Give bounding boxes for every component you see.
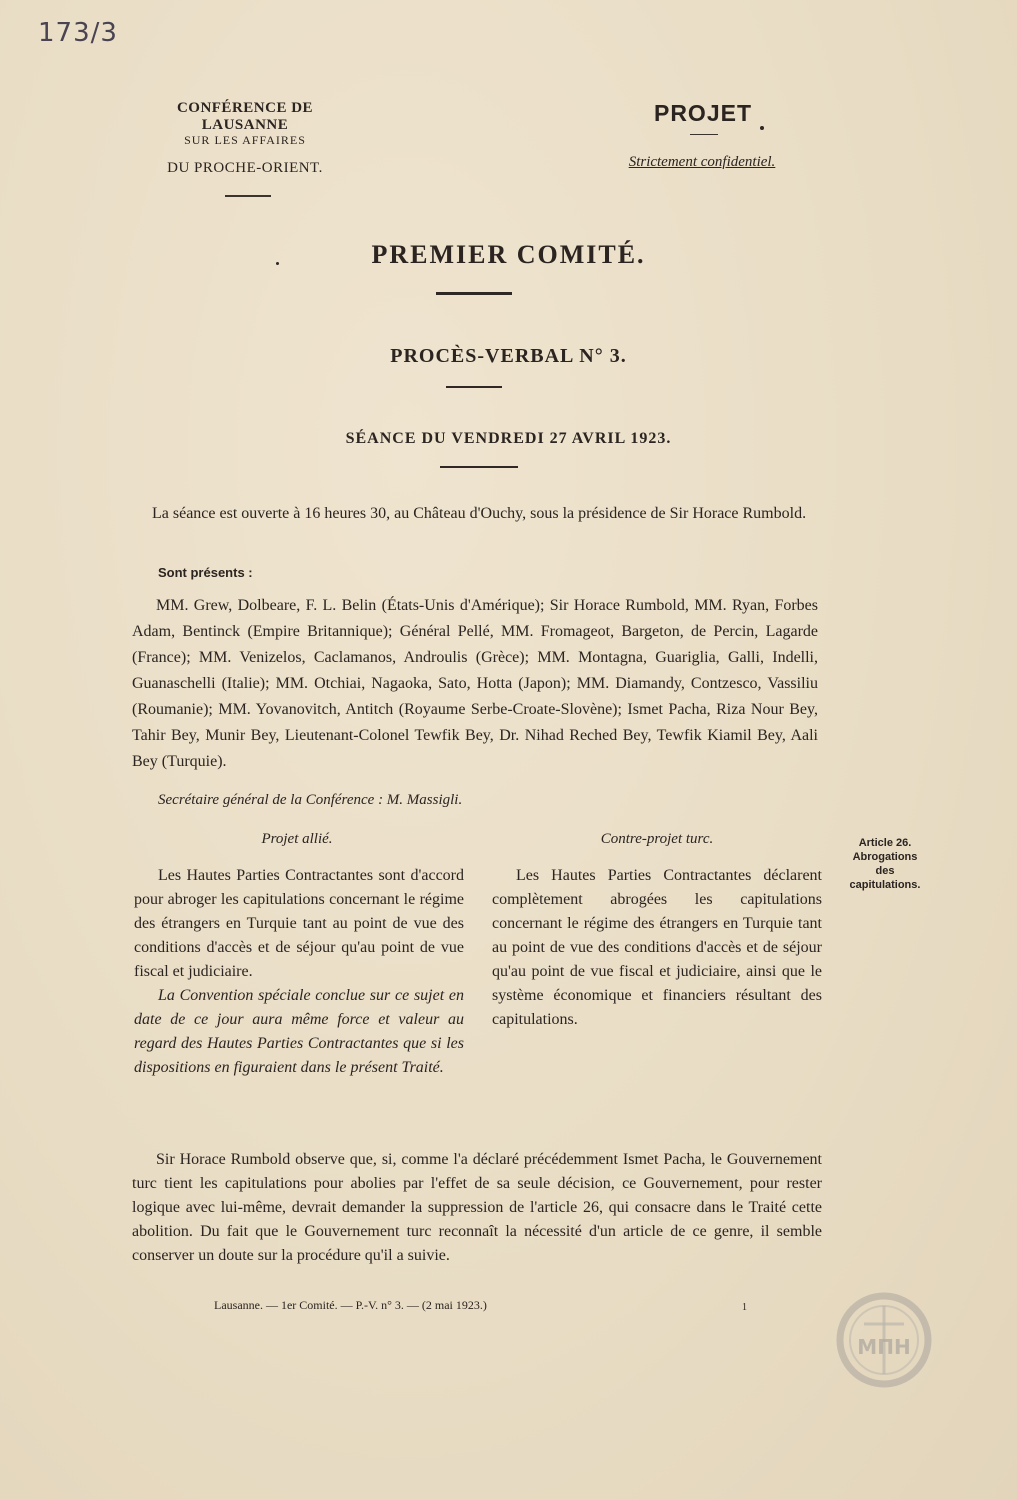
margin-note-article: Article 26. — [858, 837, 912, 849]
ink-dot — [276, 262, 279, 265]
conference-region: DU PROCHE-ORIENT. — [167, 160, 323, 176]
title-rule — [436, 292, 512, 295]
archive-stamp-icon — [836, 1292, 932, 1388]
margin-article-note — [830, 836, 940, 892]
present-label: Sont présents : — [158, 565, 253, 580]
closing-paragraph: Sir Horace Rumbold observe que, si, comme l'a déclaré précédemment Ismet Pacha, le Gouvernement turc tient les capitulations pour abolies par l'effet de sa seule décision, ce Gouvernement, pour rester logique avec lui-même, devrait demander la suppression de l'article 26, qui consacre dans le Traité cette abolition. Du fait que le Gouvernement turc reconnaît la nécessité d'un article de ce genre, il semble conserver un doute sur la procédure qu'il a suivie. — [132, 1151, 822, 1264]
turkish-counterdraft-column — [492, 864, 822, 1032]
header-ornament — [225, 195, 271, 197]
turkish-counterdraft-heading: Contre-projet turc. — [600, 831, 714, 847]
session-rule — [440, 466, 518, 468]
opening-paragraph: La séance est ouverte à 16 heures 30, au Château d'Ouchy, sous la présidence de Sir Horace Rumbold. — [152, 505, 807, 522]
margin-note-line2: Abrogations — [852, 851, 918, 863]
allied-draft-paragraph-2: La Convention spéciale conclue sur ce sujet en date de ce jour aura même force et valeur au regard des Hautes Parties Contractantes que si les dispositions en figuraient dans le présent Traité. — [134, 987, 464, 1076]
handwritten-archive-number: 173/3 — [38, 18, 118, 48]
stamp-letters: ΜΠΗ — [857, 1335, 911, 1359]
allied-draft-paragraph-1: Les Hautes Parties Contractantes sont d'accord pour abroger les capitulations concernant le régime des étrangers en Turquie tant au point de vue des conditions d'accès et de séjour qu'au point de vue fiscal et judiciaire. — [134, 867, 464, 980]
proces-verbal-title: PROCÈS-VERBAL N° 3. — [390, 345, 627, 367]
committee-title: PREMIER COMITÉ. — [371, 240, 646, 269]
pv-rule — [446, 386, 502, 388]
allied-draft-column — [134, 864, 464, 1080]
conference-title: CONFÉRENCE DE LAUSANNE — [176, 100, 314, 133]
allied-draft-heading: Projet allié. — [261, 831, 333, 847]
projet-label: PROJET — [653, 100, 753, 126]
turkish-counterdraft-paragraph: Les Hautes Parties Contractantes déclarent complètement abrogées les capitulations concernant le régime des étrangers en Turquie tant au point de vue des conditions d'accès et de séjour qu'au point de vue fiscal et judiciaire, ainsi que le système économique et financiers résultant des capitulations. — [492, 867, 822, 1028]
secretary-line: Secrétaire général de la Conférence : M. Massigli. — [158, 792, 463, 808]
confidentiality-label: Strictement confidentiel. — [628, 154, 776, 170]
footer-mark: 1 — [742, 1302, 747, 1313]
session-date: SÉANCE DU VENDREDI 27 AVRIL 1923. — [345, 430, 672, 447]
conference-subtitle: SUR LES AFFAIRES — [184, 133, 306, 147]
page-footer: Lausanne. — 1er Comité. — P.-V. n° 3. — (2 mai 1923.) — [214, 1298, 487, 1312]
ink-dot — [760, 126, 764, 130]
attendees-list: MM. Grew, Dolbeare, F. L. Belin (États-Unis d'Amérique); Sir Horace Rumbold, MM. Ryan, Forbes Adam, Bentinck (Empire Britannique); Général Pellé, MM. Fromageot, Bargeton, de Percin, Lagarde (France); MM. Venizelos, Caclamanos, Androulis (Grèce); MM. Montagna, Guariglia, Galli, Indelli, Guanaschelli (Italie); MM. Otchiai, Nagaoka, Sato, Hotta (Japon); MM. Diamandy, Contzesco, Vassiliu (Roumanie); MM. Yovanovitch, Antitch (Royaume Serbe-Croate-Slovène); Ismet Pacha, Riza Nour Bey, Tahir Bey, Munir Bey, Lieutenant-Colonel Tewfik Bey, Dr. Nihad Reched Bey, Tewfik Kiamil Bey, Aali Bey (Turquie). — [132, 597, 818, 770]
margin-note-line3: des — [875, 865, 895, 877]
margin-note-line4: capitulations. — [849, 879, 921, 891]
projet-rule — [690, 134, 718, 135]
